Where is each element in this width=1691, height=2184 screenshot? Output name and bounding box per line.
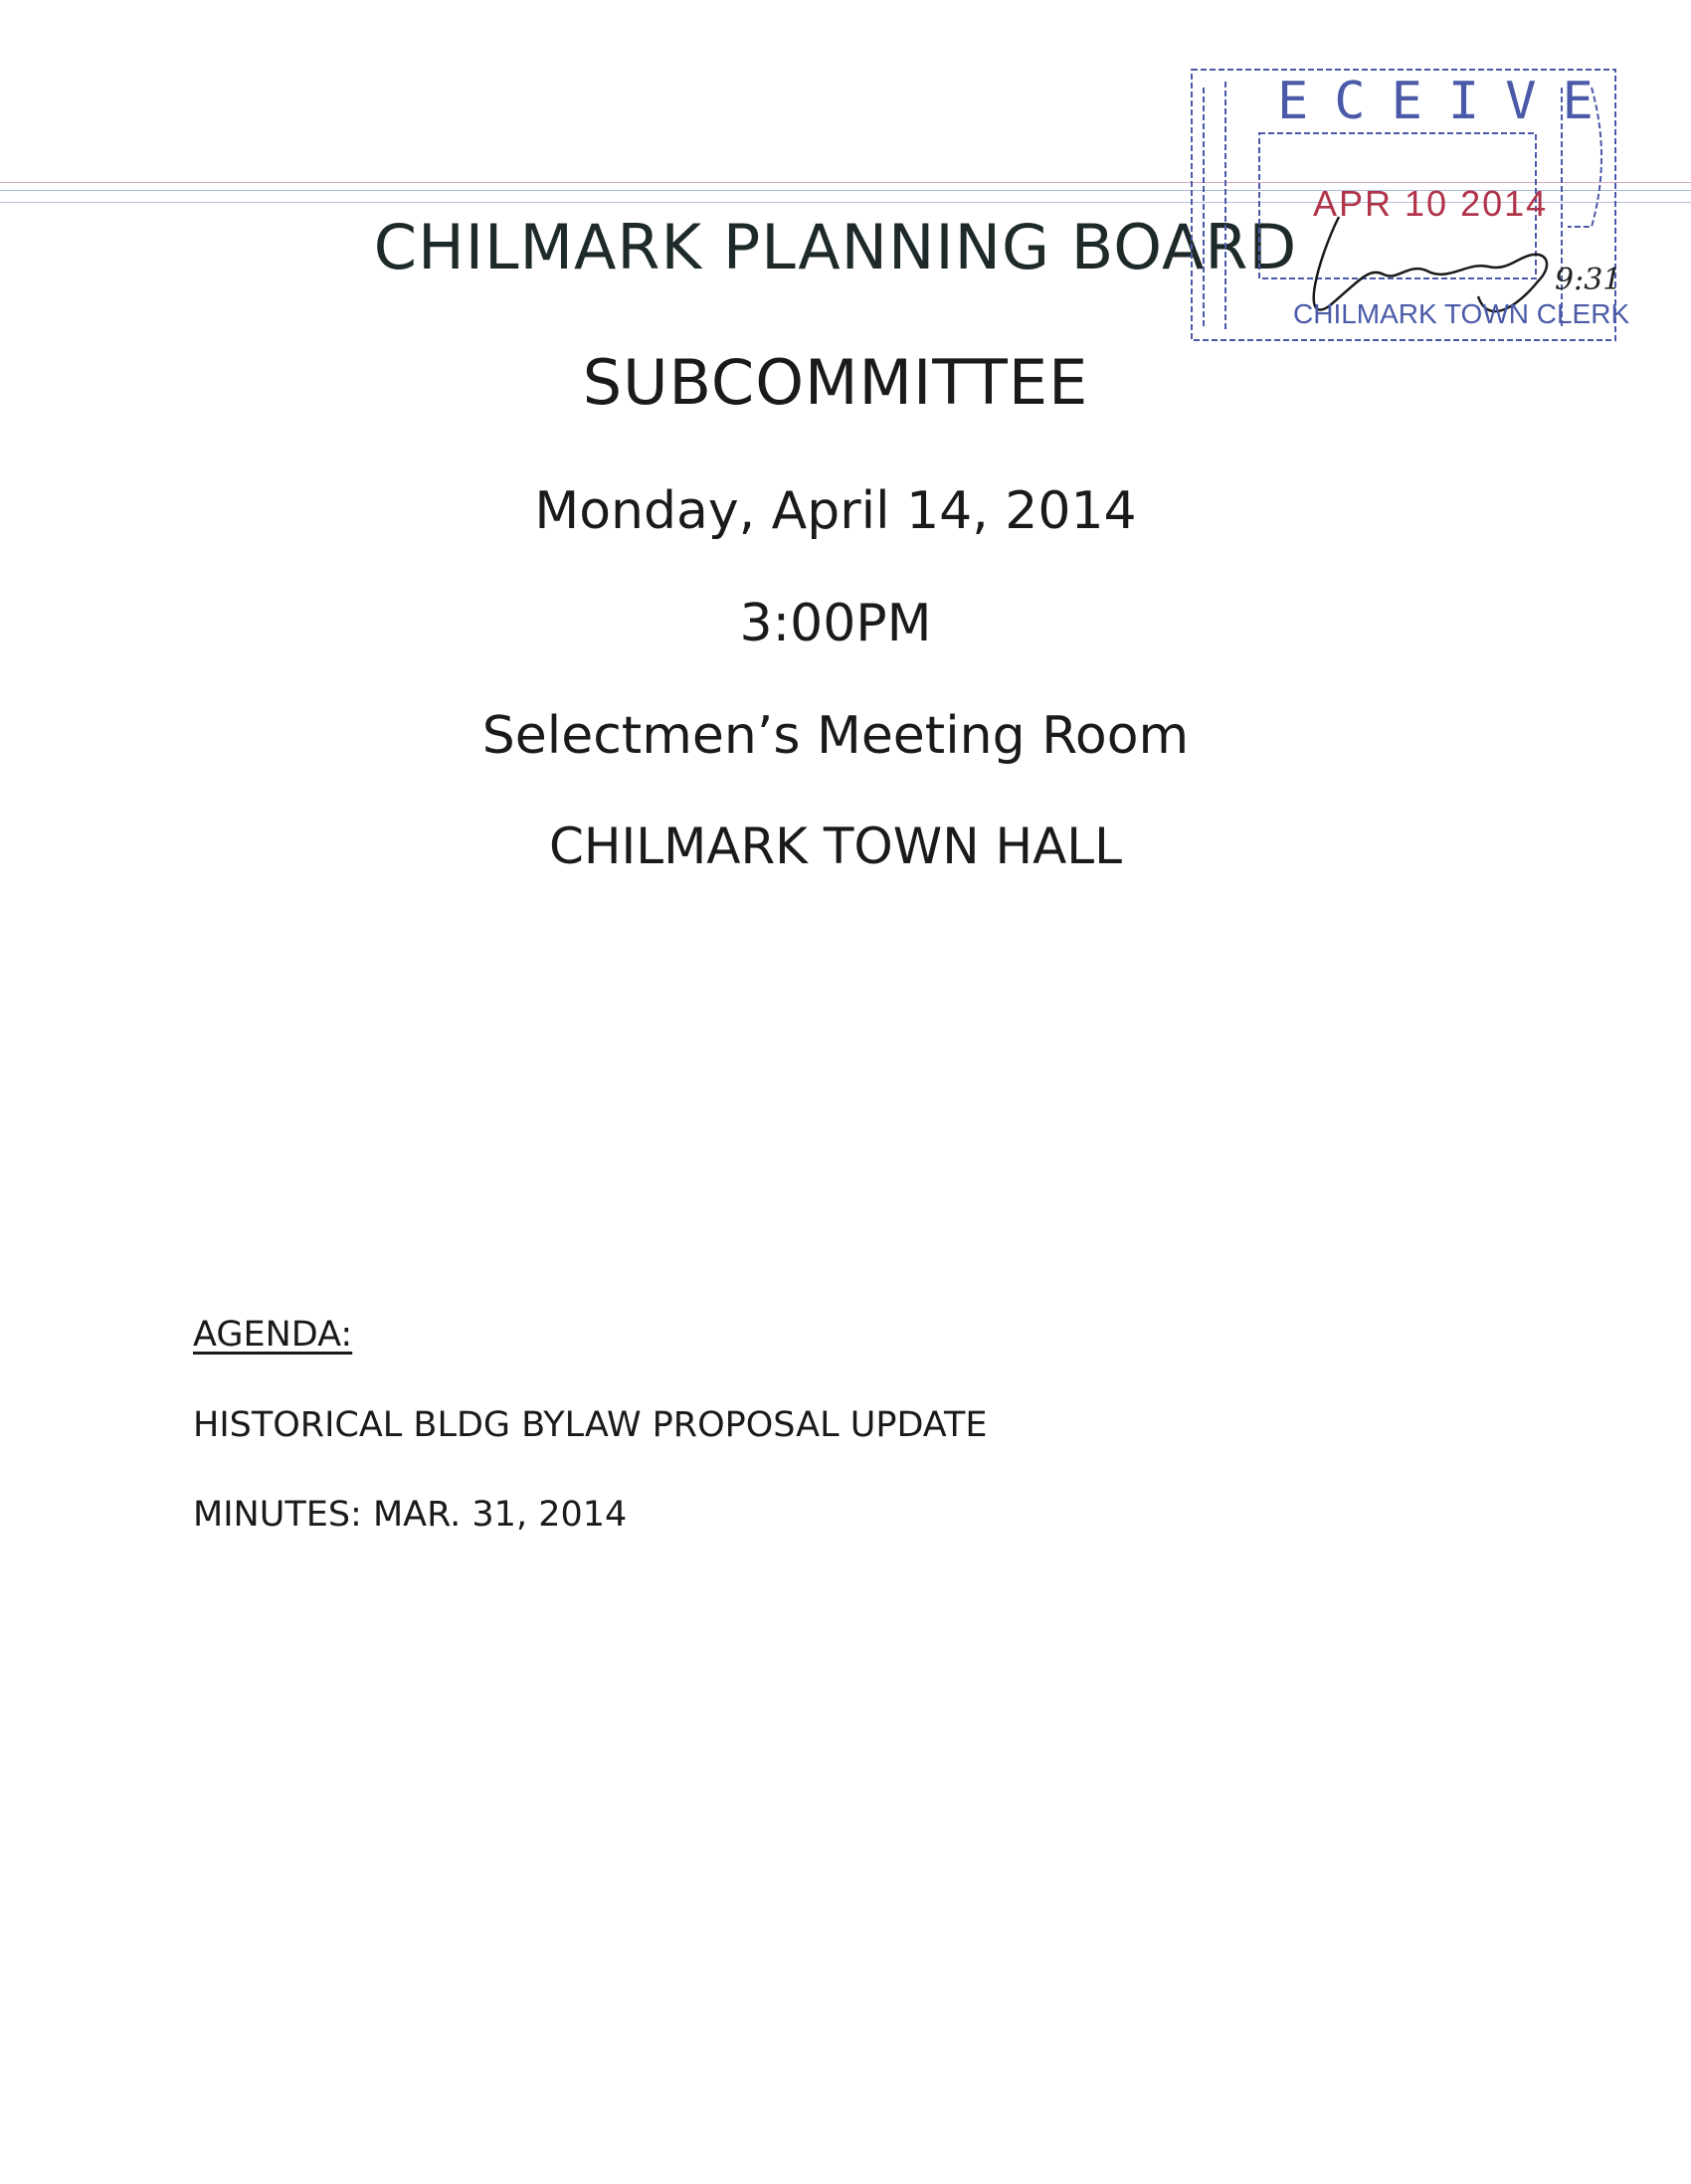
agenda-item: HISTORICAL BLDG BYLAW PROPOSAL UPDATE bbox=[193, 1405, 988, 1445]
meeting-room: Selectmen’s Meeting Room bbox=[481, 706, 1190, 766]
stamp-date: APR 10 2014 bbox=[1313, 183, 1549, 224]
stamp-time-note: 9:31 bbox=[1555, 263, 1622, 297]
signature bbox=[1314, 217, 1547, 311]
agenda-item: MINUTES: MAR. 31, 2014 bbox=[193, 1495, 628, 1535]
stamp-clerk-label: CHILMARK TOWN CLERK bbox=[1293, 298, 1630, 329]
stamp-received-label: ECEIVE bbox=[1277, 72, 1619, 131]
meeting-location: CHILMARK TOWN HALL bbox=[548, 818, 1123, 875]
committee-title: SUBCOMMITTEE bbox=[582, 346, 1089, 419]
meeting-time: 3:00PM bbox=[739, 594, 932, 653]
board-title: CHILMARK PLANNING BOARD bbox=[373, 211, 1298, 283]
meeting-date: Monday, April 14, 2014 bbox=[534, 481, 1137, 541]
received-stamp bbox=[1190, 68, 1630, 344]
agenda-heading: AGENDA: bbox=[193, 1315, 353, 1355]
